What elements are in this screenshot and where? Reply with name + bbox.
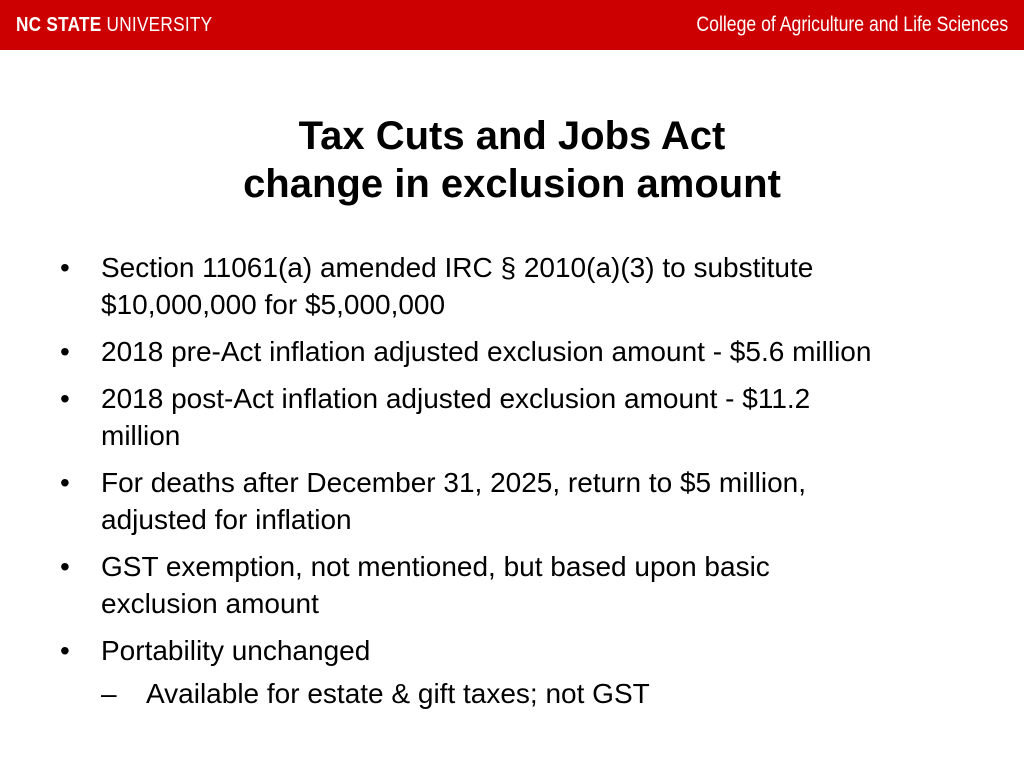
bullet-item — [60, 548, 980, 622]
university-name-bold: NC STATE — [16, 14, 102, 36]
bullet-marker: • — [60, 467, 70, 498]
sub-bullet-item — [101, 675, 980, 712]
bullet-text-line: For deaths after December 31, 2025, return to $5 million, — [101, 467, 807, 498]
bullet-text-line: 2018 pre-Act inflation adjusted exclusion amount - $5.6 million — [101, 336, 872, 367]
university-name-light: UNIVERSITY — [106, 14, 213, 36]
bullet-item — [60, 249, 980, 323]
title-line-2: change in exclusion amount — [243, 162, 781, 206]
bullet-item — [60, 333, 980, 370]
bullet-marker: • — [60, 551, 70, 582]
bullet-text-line: 2018 post-Act inflation adjusted exclusion amount - $11.2 — [101, 383, 811, 414]
sub-bullet-text: Available for estate & gift taxes; not GST — [146, 678, 650, 709]
bullet-text-line: exclusion amount — [101, 588, 319, 619]
bullet-list — [60, 249, 980, 712]
bullet-item — [60, 380, 980, 454]
bullet-marker: • — [60, 635, 70, 666]
bullet-item — [60, 632, 980, 669]
sub-bullet-marker: – — [101, 678, 117, 709]
college-name: College of Agriculture and Life Sciences — [696, 13, 1008, 36]
bullet-marker: • — [60, 252, 70, 283]
bullet-text-line: Portability unchanged — [101, 635, 371, 666]
bullet-text-line: GST exemption, not mentioned, but based upon basic — [101, 551, 770, 582]
slide-title — [0, 112, 1024, 208]
title-line-1: Tax Cuts and Jobs Act — [298, 114, 726, 158]
bullet-text-line: million — [101, 420, 181, 451]
bullet-text-line: $10,000,000 for $5,000,000 — [101, 289, 446, 320]
university-wordmark — [16, 13, 212, 37]
bullet-marker: • — [60, 336, 70, 367]
bullet-marker: • — [60, 383, 70, 414]
bullet-text-line: adjusted for inflation — [101, 504, 352, 535]
bullet-text-line: Section 11061(a) amended IRC § 2010(a)(3) to substitute — [101, 252, 814, 283]
header-banner — [0, 0, 1024, 50]
bullet-item — [60, 464, 980, 538]
